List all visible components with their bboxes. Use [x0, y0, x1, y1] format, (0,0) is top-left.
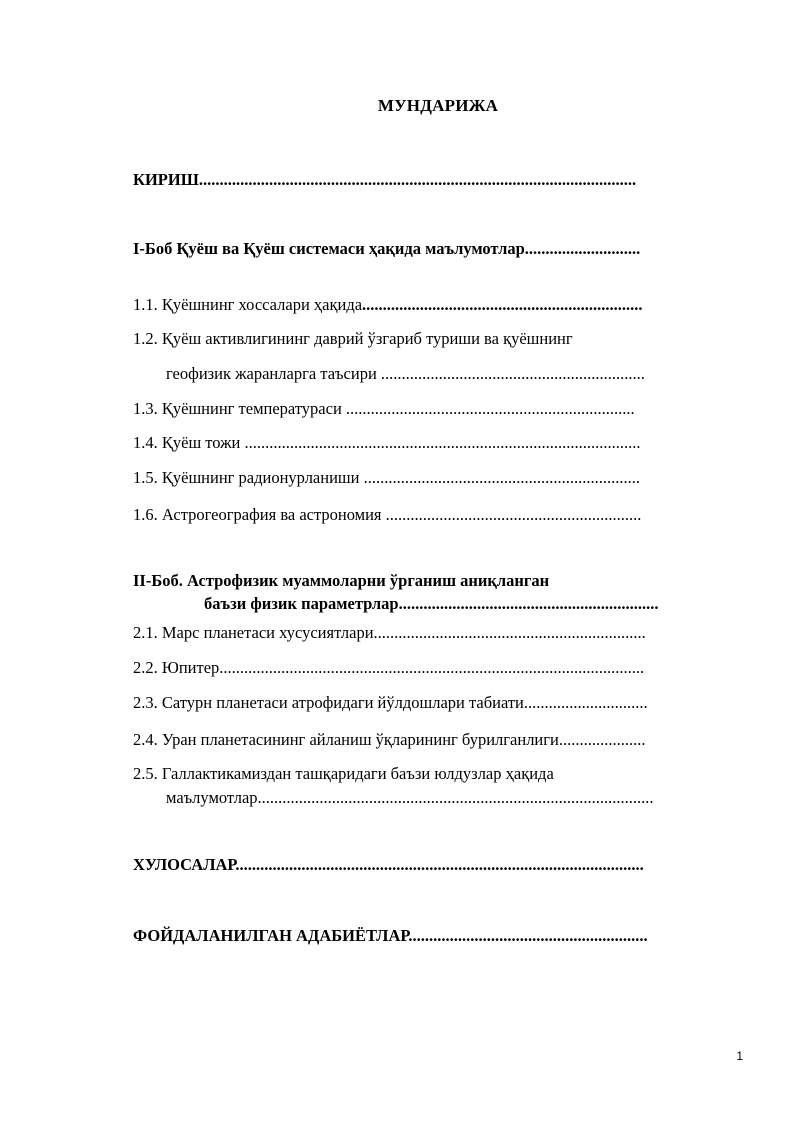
toc-leader-dots: ..........................................................................................................	[198, 170, 637, 189]
toc-entry-1-5[interactable]	[133, 468, 715, 488]
toc-entry-2-3[interactable]	[133, 693, 723, 713]
toc-entry-text: 2.3. Сатурн планетаси атрофидаги йўлдошлари табиати	[133, 693, 524, 712]
toc-leader-dots: ...................................................................................................	[235, 855, 644, 874]
toc-entry-intro[interactable]	[133, 170, 718, 190]
toc-entry-text: геофизик жаранларга таъсири	[166, 364, 377, 383]
toc-leader-dots: ............................	[524, 239, 641, 258]
toc-entry-text: 2.4. Уран планетасининг айланиш ўқларининг бурилганлиги	[133, 730, 559, 749]
toc-entry-text: II-Боб. Астрофизик муаммоларни ўрганиш аниқланган	[133, 571, 550, 590]
toc-leader-dots: ................................................................................................	[257, 788, 654, 807]
toc-entry-text: маълумотлар	[166, 788, 258, 807]
page-title: МУНДАРИЖА	[377, 96, 499, 115]
toc-entry-2-1[interactable]	[133, 623, 726, 643]
toc-entry-text: 1.3. Қуёшнинг температураси	[133, 399, 342, 418]
toc-entry-2-5[interactable]	[133, 764, 733, 784]
toc-leader-dots: .....................	[558, 730, 646, 749]
toc-entry-text: I-Боб Қуёш ва Қуёш системаси ҳақида маълумотлар	[133, 239, 525, 258]
toc-leader-dots: ...............................................................	[398, 594, 659, 613]
toc-entry-text: 2.1. Марс планетаси хусусиятлари	[133, 623, 374, 642]
toc-entry-2-5-continued[interactable]	[166, 788, 735, 808]
toc-entry-text: 1.6. Астрогеография ва астрономия	[133, 505, 382, 524]
toc-entry-references[interactable]	[133, 926, 731, 946]
toc-entry-1-1[interactable]	[133, 295, 717, 315]
toc-entry-chapter-2-line2[interactable]	[204, 594, 727, 614]
toc-entry-text: баъзи физик параметрлар	[204, 594, 399, 613]
toc-entry-2-4[interactable]	[133, 730, 723, 750]
toc-entry-chapter-2-line1[interactable]	[133, 571, 733, 591]
toc-leader-dots: .......................................................................................................	[219, 658, 645, 677]
toc-entry-text: ФОЙДАЛАНИЛГАН АДАБИЁТЛАР	[133, 926, 409, 945]
toc-leader-dots: ......................................................................	[345, 399, 635, 418]
toc-entry-conclusions[interactable]	[133, 855, 729, 875]
toc-entry-chapter-1[interactable]	[133, 239, 715, 259]
toc-entry-text: 1.4. Қуёш тожи	[133, 433, 241, 452]
toc-leader-dots: ...................................................................	[363, 468, 640, 487]
toc-entry-1-2-continued[interactable]	[166, 364, 716, 384]
toc-leader-dots: ..............................	[523, 693, 648, 712]
toc-leader-dots: ....................................................................	[362, 295, 643, 314]
toc-entry-text: 1.1. Қуёшнинг хоссалари ҳақида	[133, 295, 363, 314]
toc-entry-text: КИРИШ	[133, 170, 199, 189]
toc-entry-1-3[interactable]	[133, 399, 714, 419]
toc-entry-2-2[interactable]	[133, 658, 723, 678]
toc-entry-1-2[interactable]	[133, 329, 717, 349]
toc-leader-dots: ..........................................................	[408, 926, 648, 945]
toc-leader-dots: ................................................................................................	[244, 433, 641, 452]
toc-entry-text: 2.5. Галлактикамиздан ташқаридаги баъзи юлдузлар ҳақида	[133, 764, 554, 783]
toc-entry-text: 1.5. Қуёшнинг радионурланиши	[133, 468, 360, 487]
toc-leader-dots: ................................................................	[380, 364, 645, 383]
toc-entry-1-6[interactable]	[133, 505, 722, 525]
toc-leader-dots: ..................................................................	[373, 623, 646, 642]
page-number: 1	[736, 1049, 743, 1063]
toc-entry-1-4[interactable]	[133, 433, 716, 453]
toc-entry-text: 2.2. Юпитер	[133, 658, 220, 677]
toc-entry-text: 1.2. Қуёш активлигининг даврий ўзгариб туриши ва қуёшнинг	[133, 329, 573, 348]
toc-leader-dots: ..............................................................	[385, 505, 642, 524]
toc-entry-text: ХУЛОСАЛАР	[133, 855, 236, 874]
